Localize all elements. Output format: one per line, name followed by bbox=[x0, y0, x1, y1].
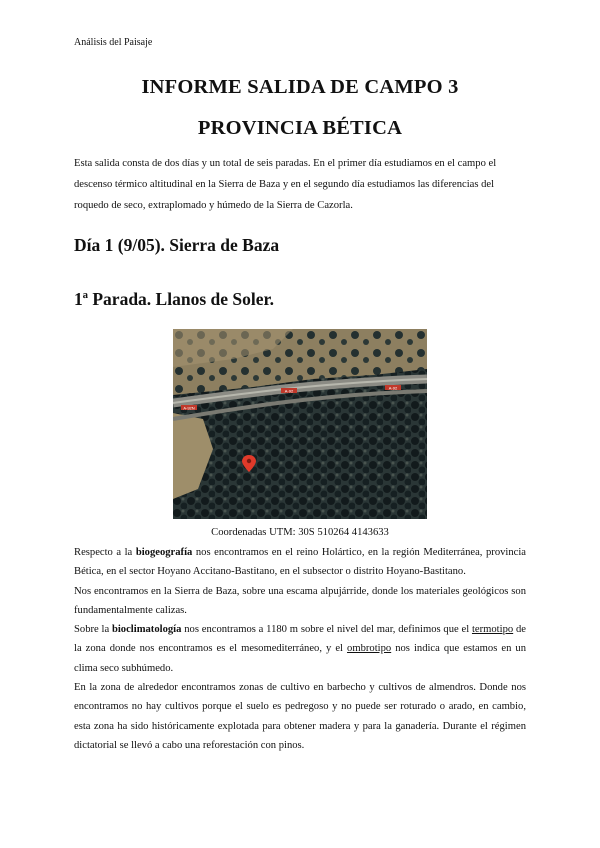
running-header: Análisis del Paisaje bbox=[74, 37, 153, 48]
paragraph-geology: Nos encontramos en la Sierra de Baza, sobre una escama alpujárride, donde los materiales geológicos son fundamentalmente calizas. bbox=[74, 585, 526, 616]
day-heading: Día 1 (9/05). Sierra de Baza bbox=[74, 235, 280, 255]
report-subtitle: PROVINCIA BÉTICA bbox=[197, 117, 403, 139]
underlined-term: termotipo bbox=[471, 624, 514, 636]
satellite-photo bbox=[173, 329, 427, 519]
road-label: A-92 bbox=[284, 388, 294, 394]
intro-paragraph: Esta salida consta de dos días y un total de seis paradas. En el primer día estudiamos en el campo el descenso térmico altitudinal en la Sierra de Baza y en el segundo día estudiamos las diferencias del roquedo de seco, extraplomado y húmedo de la Sierra de Cazorla. bbox=[74, 158, 497, 211]
paragraph-bioclimate: Sobre la bioclimatología nos encontramos a 1180 m sobre el nivel del mar, definimos que el termotipo de la zona donde nos encontramos es el mesomediterráneo, y el ombrotipo nos indica que estamos en un clima seco subhúmedo. bbox=[74, 624, 526, 674]
paragraph-land-use: En la zona de alrededor encontramos zonas de cultivo en barbecho y cultivos de almendros. Donde nos encontramos no hay cultivos porque el suelo es pedregoso y no puede ser roturado o arado, en cambio, esta zona ha sido históricamente explotada para obtener madera y para la ganadería. Durante el régimen dictatorial se llevó a cabo una reforestación con pinos. bbox=[74, 682, 526, 751]
underlined-term: ombrotipo bbox=[347, 643, 392, 655]
body-text bbox=[74, 543, 526, 755]
bold-term: bioclimatología bbox=[111, 624, 182, 636]
bold-term: biogeografía bbox=[135, 547, 193, 558]
photo-caption: Coordenadas UTM: 30S 510264 4143633 bbox=[211, 527, 389, 538]
road-label: A-92N bbox=[183, 405, 195, 411]
paragraph-biogeography: Respecto a la biogeografía nos encontramos en el reino Holártico, en la región Mediterránea, provincia Bética, en el sector Hoyano Accitano-Bastitano, en el subsector o distrito Hoyano-Bastitano. bbox=[74, 547, 527, 578]
stop-heading: 1ª Parada. Llanos de Soler. bbox=[74, 289, 275, 309]
road-label: A-92 bbox=[388, 385, 398, 391]
report-title: INFORME SALIDA DE CAMPO 3 bbox=[141, 76, 459, 98]
